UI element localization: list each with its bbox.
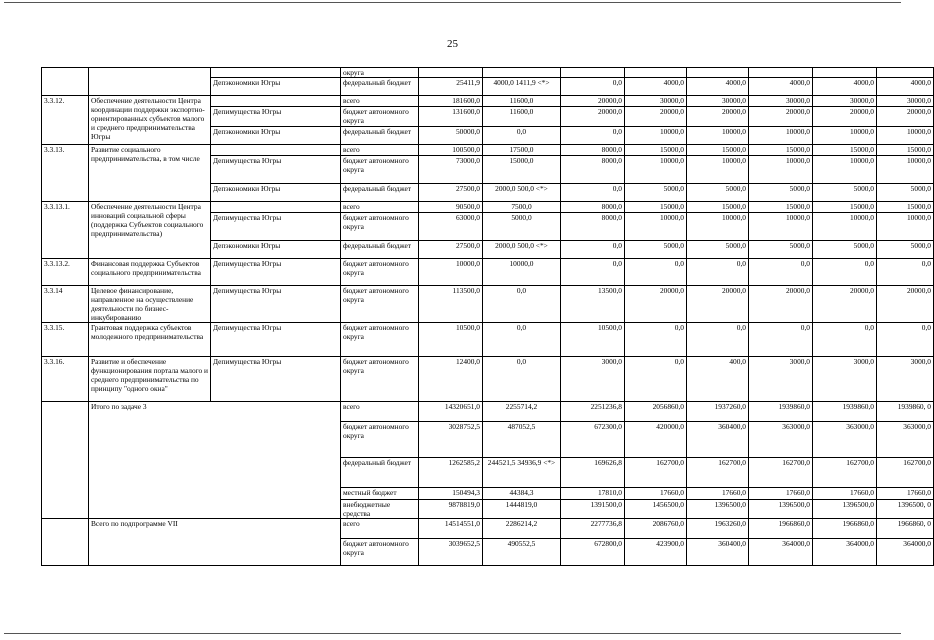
value-cell: 14320651,0 <box>419 402 483 422</box>
row-executor-cell: Депэкономики Югры <box>211 241 341 259</box>
row-source-cell: всего <box>341 519 419 539</box>
value-cell: 3039652,5 <box>419 539 483 566</box>
value-cell: 1937260,0 <box>687 402 749 422</box>
value-cell: 8000,0 <box>561 213 625 241</box>
value-cell: 0,0 <box>561 78 625 96</box>
value-cell: 14514551,0 <box>419 519 483 539</box>
row-code-cell: 3.3.12. <box>42 96 89 145</box>
value-cell: 63000,0 <box>419 213 483 241</box>
row-source-cell: федеральный бюджет <box>341 458 419 488</box>
value-cell: 10000,0 <box>877 213 934 241</box>
value-cell: 20000,0 <box>877 286 934 323</box>
value-cell: 44384,3 <box>483 488 561 500</box>
value-cell: 30000,0 <box>813 96 877 107</box>
row-code-cell: 3.3.13. <box>42 145 89 202</box>
value-cell: 490552,5 <box>483 539 561 566</box>
row-source-cell: внебюджетные средства <box>341 500 419 519</box>
value-cell: 1396500,0 <box>749 500 813 519</box>
value-cell: 8000,0 <box>561 202 625 213</box>
value-cell: 27500,0 <box>419 241 483 259</box>
row-name-cell: Развитие социального предпринимательства, в том числе <box>89 145 211 202</box>
value-cell: 0,0 <box>813 259 877 286</box>
value-cell: 0,0 <box>749 259 813 286</box>
row-code-cell <box>42 519 89 566</box>
value-cell: 10000,0 <box>749 213 813 241</box>
budget-table <box>41 67 934 566</box>
value-cell: 0,0 <box>561 241 625 259</box>
value-cell: 20000,0 <box>749 286 813 323</box>
value-cell: 50000,0 <box>419 127 483 145</box>
value-cell: 0,0 <box>483 357 561 402</box>
value-cell: 162700,0 <box>813 458 877 488</box>
value-cell: 1396500,0 <box>687 500 749 519</box>
value-cell: 244521,5 34936,9 <*> <box>483 458 561 488</box>
value-cell: 10000,0 <box>813 156 877 184</box>
value-cell: 10000,0 <box>625 127 687 145</box>
table-row <box>42 96 934 107</box>
value-cell: 0,0 <box>625 259 687 286</box>
table-row <box>42 323 934 357</box>
value-cell: 0,0 <box>483 286 561 323</box>
value-cell: 15000,0 <box>749 145 813 156</box>
value-cell: 169626,8 <box>561 458 625 488</box>
value-cell: 30000,0 <box>877 96 934 107</box>
value-cell: 5000,0 <box>877 241 934 259</box>
value-cell: 17660,0 <box>749 488 813 500</box>
row-executor-cell: Депимущества Югры <box>211 213 341 241</box>
row-code-cell: 3.3.16. <box>42 357 89 402</box>
row-code-cell: 3.3.14 <box>42 286 89 323</box>
value-cell: 2277736,8 <box>561 519 625 539</box>
value-cell: 363000,0 <box>877 422 934 458</box>
value-cell: 131600,0 <box>419 107 483 127</box>
value-cell: 162700,0 <box>877 458 934 488</box>
value-cell: 15000,0 <box>687 145 749 156</box>
value-cell: 672300,0 <box>561 422 625 458</box>
row-name-cell: Финансовая поддержка Субъектов социального предпринимательства <box>89 259 211 286</box>
value-cell: 15000,0 <box>877 202 934 213</box>
value-cell: 10000,0 <box>625 213 687 241</box>
row-source-cell: бюджет автономного округа <box>341 259 419 286</box>
row-source-cell: бюджет автономного округа <box>341 539 419 566</box>
row-executor-cell: Депимущества Югры <box>211 259 341 286</box>
value-cell: 10000,0 <box>483 259 561 286</box>
value-cell: 162700,0 <box>749 458 813 488</box>
value-cell: 162700,0 <box>625 458 687 488</box>
value-cell: 10000,0 <box>749 127 813 145</box>
row-source-cell: бюджет автономного округа <box>341 213 419 241</box>
value-cell <box>687 68 749 78</box>
value-cell: 2286214,2 <box>483 519 561 539</box>
table-row <box>42 519 934 539</box>
row-executor-cell <box>211 68 341 78</box>
value-cell: 5000,0 <box>687 184 749 202</box>
value-cell: 17500,0 <box>483 145 561 156</box>
value-cell: 0,0 <box>877 259 934 286</box>
row-source-cell: всего <box>341 402 419 422</box>
value-cell: 10000,0 <box>419 259 483 286</box>
row-source-cell: всего <box>341 145 419 156</box>
value-cell: 360400,0 <box>687 539 749 566</box>
value-cell: 20000,0 <box>561 96 625 107</box>
value-cell: 15000,0 <box>813 202 877 213</box>
value-cell: 10000,0 <box>687 213 749 241</box>
value-cell: 1939860,0 <box>813 402 877 422</box>
value-cell: 5000,0 <box>625 184 687 202</box>
value-cell: 25411,9 <box>419 78 483 96</box>
row-code-cell: 3.3.15. <box>42 323 89 357</box>
value-cell: 90500,0 <box>419 202 483 213</box>
value-cell: 5000,0 <box>625 241 687 259</box>
row-source-cell: бюджет автономного округа <box>341 357 419 402</box>
value-cell: 1391500,0 <box>561 500 625 519</box>
value-cell <box>749 68 813 78</box>
row-executor-cell: Депимущества Югры <box>211 323 341 357</box>
value-cell: 4000,0 <box>813 78 877 96</box>
row-source-cell: всего <box>341 202 419 213</box>
row-name-cell: Обеспечение деятельности Центра инноваций социальной сферы (поддержка Субъектов социального предпринимательства) <box>89 202 211 259</box>
value-cell: 5000,0 <box>687 241 749 259</box>
value-cell: 363000,0 <box>749 422 813 458</box>
value-cell: 10000,0 <box>813 213 877 241</box>
row-source-cell: местный бюджет <box>341 488 419 500</box>
value-cell: 1262585,2 <box>419 458 483 488</box>
row-name-cell: Всего по подпрограмме VII <box>89 519 341 566</box>
value-cell: 11600,0 <box>483 107 561 127</box>
value-cell: 10000,0 <box>813 127 877 145</box>
table-row <box>42 402 934 422</box>
value-cell: 27500,0 <box>419 184 483 202</box>
row-name-cell: Целевое финансирование, направленное на осуществление деятельности по бизнес-инкубированию <box>89 286 211 323</box>
value-cell: 3000,0 <box>561 357 625 402</box>
value-cell: 364000,0 <box>749 539 813 566</box>
value-cell: 30000,0 <box>687 96 749 107</box>
page-top-rule <box>4 2 901 3</box>
value-cell: 1444819,0 <box>483 500 561 519</box>
value-cell: 12400,0 <box>419 357 483 402</box>
table-row <box>42 202 934 213</box>
row-source-cell: федеральный бюджет <box>341 78 419 96</box>
value-cell <box>483 68 561 78</box>
value-cell: 10000,0 <box>625 156 687 184</box>
value-cell: 1966860,0 <box>749 519 813 539</box>
row-name-cell <box>89 68 211 96</box>
row-source-cell: всего <box>341 96 419 107</box>
value-cell: 20000,0 <box>749 107 813 127</box>
value-cell: 20000,0 <box>687 286 749 323</box>
table-row <box>42 68 934 78</box>
value-cell: 1966860, 0 <box>877 519 934 539</box>
value-cell: 181600,0 <box>419 96 483 107</box>
value-cell: 162700,0 <box>687 458 749 488</box>
value-cell: 30000,0 <box>625 96 687 107</box>
value-cell: 20000,0 <box>625 286 687 323</box>
value-cell: 10000,0 <box>687 156 749 184</box>
row-name-cell: Развитие и обеспечение функционирования портала малого и среднего предпринимательства по принципу "одного окна" <box>89 357 211 402</box>
value-cell: 364000,0 <box>813 539 877 566</box>
value-cell: 2056860,0 <box>625 402 687 422</box>
value-cell: 1456500,0 <box>625 500 687 519</box>
value-cell: 10000,0 <box>749 156 813 184</box>
value-cell: 420000,0 <box>625 422 687 458</box>
row-name-cell: Итого по задаче 3 <box>89 402 341 519</box>
row-code-cell: 3.3.13.1. <box>42 202 89 259</box>
value-cell: 423900,0 <box>625 539 687 566</box>
row-source-cell: бюджет автономного округа <box>341 323 419 357</box>
value-cell: 17660,0 <box>687 488 749 500</box>
value-cell: 15000,0 <box>749 202 813 213</box>
value-cell: 15000,0 <box>813 145 877 156</box>
row-executor-cell: Депимущества Югры <box>211 286 341 323</box>
value-cell: 4000,0 <box>877 78 934 96</box>
value-cell: 0,0 <box>483 323 561 357</box>
value-cell: 3028752,5 <box>419 422 483 458</box>
value-cell: 1396500, 0 <box>877 500 934 519</box>
value-cell: 4000,0 <box>687 78 749 96</box>
value-cell: 0,0 <box>687 323 749 357</box>
value-cell: 0,0 <box>687 259 749 286</box>
value-cell: 0,0 <box>483 127 561 145</box>
value-cell: 150494,3 <box>419 488 483 500</box>
row-source-cell: бюджет автономного округа <box>341 107 419 127</box>
value-cell: 20000,0 <box>561 107 625 127</box>
row-code-cell <box>42 402 89 519</box>
value-cell: 17660,0 <box>813 488 877 500</box>
row-source-cell: федеральный бюджет <box>341 184 419 202</box>
value-cell: 3000,0 <box>749 357 813 402</box>
value-cell: 2000,0 500,0 <*> <box>483 184 561 202</box>
value-cell: 9878819,0 <box>419 500 483 519</box>
value-cell: 1963260,0 <box>687 519 749 539</box>
value-cell: 10000,0 <box>877 127 934 145</box>
value-cell: 20000,0 <box>813 286 877 323</box>
value-cell: 672800,0 <box>561 539 625 566</box>
value-cell: 11600,0 <box>483 96 561 107</box>
row-executor-cell: Депэкономики Югры <box>211 127 341 145</box>
value-cell: 3000,0 <box>877 357 934 402</box>
value-cell: 2255714,2 <box>483 402 561 422</box>
value-cell: 1396500,0 <box>813 500 877 519</box>
value-cell: 0,0 <box>561 259 625 286</box>
value-cell: 17660,0 <box>877 488 934 500</box>
row-source-cell: бюджет автономного округа <box>341 286 419 323</box>
value-cell: 1939860, 0 <box>877 402 934 422</box>
value-cell: 2086760,0 <box>625 519 687 539</box>
value-cell: 17660,0 <box>625 488 687 500</box>
value-cell <box>625 68 687 78</box>
row-executor-cell: Депимущества Югры <box>211 156 341 184</box>
value-cell: 0,0 <box>625 323 687 357</box>
table-row <box>42 357 934 402</box>
row-executor-cell: Депэкономики Югры <box>211 184 341 202</box>
value-cell: 1966860,0 <box>813 519 877 539</box>
value-cell: 5000,0 <box>749 184 813 202</box>
value-cell: 0,0 <box>749 323 813 357</box>
row-source-cell: округа <box>341 68 419 78</box>
value-cell: 7500,0 <box>483 202 561 213</box>
row-name-cell: Грантовая поддержка субъектов молодежного предпринимательства <box>89 323 211 357</box>
row-executor-cell: Депэкономики Югры <box>211 78 341 96</box>
value-cell: 5000,0 <box>483 213 561 241</box>
row-source-cell: федеральный бюджет <box>341 127 419 145</box>
table-row <box>42 145 934 156</box>
value-cell: 30000,0 <box>749 96 813 107</box>
value-cell <box>419 68 483 78</box>
value-cell: 2251236,8 <box>561 402 625 422</box>
value-cell: 20000,0 <box>687 107 749 127</box>
value-cell: 2000,0 500,0 <*> <box>483 241 561 259</box>
value-cell: 0,0 <box>561 184 625 202</box>
value-cell: 0,0 <box>625 357 687 402</box>
value-cell <box>813 68 877 78</box>
page-number: 25 <box>447 38 458 50</box>
value-cell: 364000,0 <box>877 539 934 566</box>
value-cell: 4000,0 <box>625 78 687 96</box>
value-cell: 20000,0 <box>813 107 877 127</box>
value-cell: 0,0 <box>813 323 877 357</box>
value-cell: 0,0 <box>877 323 934 357</box>
table-row <box>42 286 934 323</box>
value-cell: 15000,0 <box>625 145 687 156</box>
value-cell: 10000,0 <box>687 127 749 145</box>
row-source-cell: бюджет автономного округа <box>341 156 419 184</box>
value-cell: 4000,0 <box>749 78 813 96</box>
table-row <box>42 259 934 286</box>
value-cell: 20000,0 <box>877 107 934 127</box>
value-cell: 5000,0 <box>749 241 813 259</box>
value-cell <box>877 68 934 78</box>
value-cell: 100500,0 <box>419 145 483 156</box>
value-cell: 5000,0 <box>813 241 877 259</box>
value-cell: 15000,0 <box>625 202 687 213</box>
row-executor-cell: Депимущества Югры <box>211 107 341 127</box>
value-cell: 487052,5 <box>483 422 561 458</box>
value-cell: 15000,0 <box>483 156 561 184</box>
value-cell: 13500,0 <box>561 286 625 323</box>
value-cell: 360400,0 <box>687 422 749 458</box>
value-cell: 15000,0 <box>687 202 749 213</box>
value-cell: 73000,0 <box>419 156 483 184</box>
value-cell: 3000,0 <box>813 357 877 402</box>
value-cell: 10500,0 <box>419 323 483 357</box>
value-cell: 10500,0 <box>561 323 625 357</box>
value-cell <box>561 68 625 78</box>
value-cell: 8000,0 <box>561 145 625 156</box>
value-cell: 400,0 <box>687 357 749 402</box>
row-executor-cell: Депимущества Югры <box>211 357 341 402</box>
row-code-cell: 3.3.13.2. <box>42 259 89 286</box>
row-executor-cell <box>211 202 341 213</box>
row-executor-cell <box>211 145 341 156</box>
value-cell: 20000,0 <box>625 107 687 127</box>
value-cell: 10000,0 <box>877 156 934 184</box>
value-cell: 17810,0 <box>561 488 625 500</box>
page-bottom-rule <box>4 633 901 634</box>
value-cell: 5000,0 <box>877 184 934 202</box>
value-cell: 5000,0 <box>813 184 877 202</box>
row-executor-cell <box>211 96 341 107</box>
row-source-cell: федеральный бюджет <box>341 241 419 259</box>
value-cell: 4000,0 1411,9 <*> <box>483 78 561 96</box>
value-cell: 363000,0 <box>813 422 877 458</box>
row-name-cell: Обеспечение деятельности Центра координации поддержки экспортно-ориентированных субъектов малого и среднего предпринимательства Югры <box>89 96 211 145</box>
value-cell: 1939860,0 <box>749 402 813 422</box>
row-code-cell <box>42 68 89 96</box>
row-source-cell: бюджет автономного округа <box>341 422 419 458</box>
value-cell: 113500,0 <box>419 286 483 323</box>
value-cell: 8000,0 <box>561 156 625 184</box>
value-cell: 15000,0 <box>877 145 934 156</box>
value-cell: 0,0 <box>561 127 625 145</box>
